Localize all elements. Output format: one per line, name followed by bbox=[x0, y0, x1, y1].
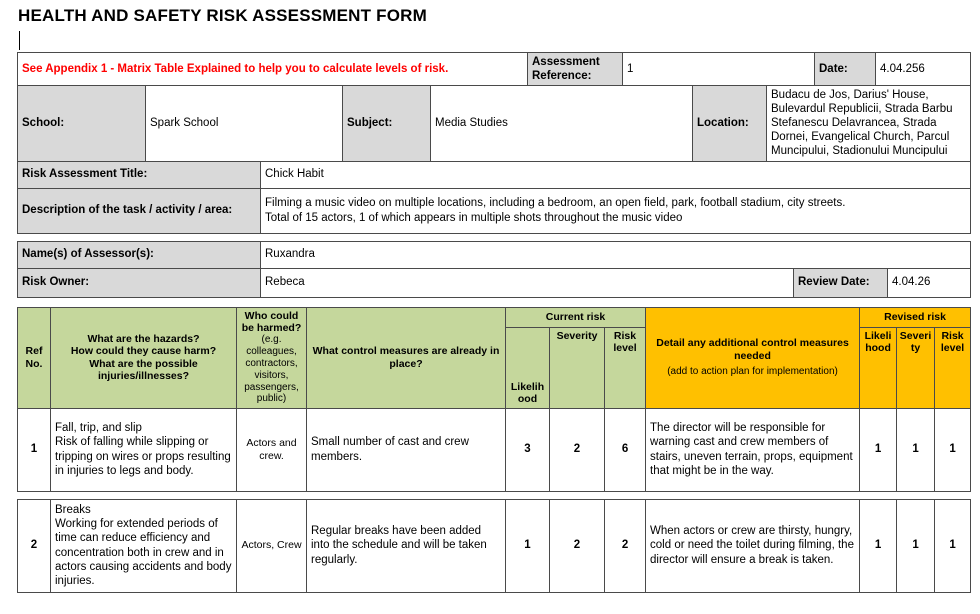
hazards-line-3: What are the possible bbox=[89, 357, 198, 370]
cell-current-risk-level[interactable]: 2 bbox=[605, 499, 646, 592]
cell-revised-likelihood[interactable]: 1 bbox=[860, 499, 897, 592]
assessors-label: Name(s) of Assessor(s): bbox=[18, 241, 261, 268]
risk-title-label: Risk Assessment Title: bbox=[18, 161, 261, 188]
assessment-reference-value[interactable]: 1 bbox=[623, 53, 815, 86]
col-header-hazards bbox=[51, 307, 237, 408]
table-spacer bbox=[18, 233, 971, 241]
subject-value[interactable]: Media Studies bbox=[431, 86, 693, 161]
cell-current-risk-level[interactable]: 6 bbox=[605, 408, 646, 491]
hazards-line-4: injuries/illnesses? bbox=[97, 369, 190, 382]
cell-current-likelihood[interactable]: 1 bbox=[506, 499, 550, 592]
cell-who-harmed[interactable]: Actors, Crew bbox=[237, 499, 307, 592]
cell-revised-risk-level[interactable]: 1 bbox=[935, 499, 971, 592]
cell-current-severity[interactable]: 2 bbox=[550, 408, 605, 491]
cell-revised-risk-level[interactable]: 1 bbox=[935, 408, 971, 491]
risk-title-row bbox=[18, 161, 971, 188]
group-header-row bbox=[18, 307, 971, 327]
subject-label: Subject: bbox=[343, 86, 431, 161]
school-value[interactable]: Spark School bbox=[146, 86, 343, 161]
description-value[interactable] bbox=[261, 188, 971, 233]
header-info-table bbox=[17, 52, 971, 86]
text-cursor-line bbox=[18, 30, 980, 52]
col-header-additional-measures bbox=[646, 307, 860, 408]
appendix-row bbox=[18, 53, 971, 86]
col-header-current-likelihood: Likelih ood bbox=[506, 327, 550, 408]
col-header-control-measures bbox=[307, 307, 506, 408]
cell-revised-likelihood[interactable]: 1 bbox=[860, 408, 897, 491]
col-header-current-severity: Severity bbox=[550, 327, 605, 408]
school-label: School: bbox=[18, 86, 146, 161]
cell-hazards[interactable] bbox=[51, 408, 237, 491]
cell-control-measures[interactable]: Regular breaks have been added into the schedule and will be taken regularly. bbox=[307, 499, 506, 592]
description-line-2: Total of 15 actors, 1 of which appears in multiple shots throughout the music video bbox=[265, 211, 683, 224]
location-label: Location: bbox=[693, 86, 767, 161]
assessors-row bbox=[18, 241, 971, 268]
cell-who-harmed[interactable]: Actors and crew. bbox=[237, 408, 307, 491]
col-header-current-risk-level: Risk level bbox=[605, 327, 646, 408]
appendix-note: See Appendix 1 - Matrix Table Explained to help you to calculate levels of risk. bbox=[18, 53, 528, 86]
cell-ref-no: 2 bbox=[18, 499, 51, 592]
additional-measures-sub: (add to action plan for implementation) bbox=[667, 365, 838, 377]
cell-revised-severity[interactable]: 1 bbox=[897, 499, 935, 592]
col-header-ref-no bbox=[18, 307, 51, 408]
table-row bbox=[18, 499, 971, 592]
description-line-1: Filming a music video on multiple locations, including a bedroom, an open field, park, football stadium, city streets. bbox=[265, 197, 846, 210]
cell-hazards[interactable] bbox=[51, 499, 237, 592]
risk-owner-value[interactable]: Rebeca bbox=[261, 268, 794, 297]
date-label: Date: bbox=[815, 53, 876, 86]
review-date-label: Review Date: bbox=[794, 268, 888, 297]
description-row bbox=[18, 188, 971, 233]
cell-current-likelihood[interactable]: 3 bbox=[506, 408, 550, 491]
current-risk-label: Current risk bbox=[545, 310, 606, 323]
row-spacer bbox=[18, 491, 971, 499]
description-label: Description of the task / activity / area: bbox=[18, 188, 261, 233]
col-header-revised-severity: Severi ty bbox=[897, 327, 935, 408]
school-subject-location-table bbox=[17, 85, 971, 161]
cell-current-severity[interactable]: 2 bbox=[550, 499, 605, 592]
location-value[interactable]: Budacu de Jos, Darius' House, Bulevardul Republicii, Strada Barbu Stefanescu Delavrancea, Strada Dornei, Evangelical Church, Parcul Muncipului, Stadionului Muncipului bbox=[767, 86, 971, 161]
risk-owner-row bbox=[18, 268, 971, 297]
hazard-detail: Working for extended periods of time can reduce efficiency and concentration both in crew and in actors causing accidents and body injuries. bbox=[55, 518, 232, 587]
section-gap bbox=[0, 298, 980, 307]
col-header-revised-risk-level: Risk level bbox=[935, 327, 971, 408]
cell-additional-measures[interactable]: When actors or crew are thirsty, hungry, cold or need the toilet during filming, the director will ensure a break is taken. bbox=[646, 499, 860, 592]
who-harmed-sub: (e.g. colleagues, contractors, visitors, passengers, public) bbox=[244, 334, 299, 405]
hazard-title: Fall, trip, and slip bbox=[55, 422, 142, 435]
table-row bbox=[18, 408, 971, 491]
risk-title-value[interactable]: Chick Habit bbox=[261, 161, 971, 188]
hazards-line-2: How could they cause harm? bbox=[70, 345, 217, 358]
who-harmed-main: Who could be harmed? bbox=[241, 309, 302, 335]
date-value[interactable]: 4.04.256 bbox=[876, 53, 971, 86]
school-subject-location-row bbox=[18, 86, 971, 161]
additional-measures-main: Detail any additional control measures needed bbox=[656, 337, 849, 362]
hazards-line-1: What are the hazards? bbox=[87, 332, 200, 345]
group-header-revised-risk bbox=[860, 307, 971, 327]
hazard-detail: Risk of falling while slipping or tripping on wires or props resulting in injuries to legs and body. bbox=[55, 436, 231, 477]
col-header-revised-likelihood: Likeli hood bbox=[860, 327, 897, 408]
details-table bbox=[17, 161, 971, 298]
control-measures-label: What control measures are already in place? bbox=[312, 345, 500, 370]
hazard-title: Breaks bbox=[55, 504, 91, 517]
review-date-value[interactable]: 4.04.26 bbox=[888, 268, 971, 297]
cell-revised-severity[interactable]: 1 bbox=[897, 408, 935, 491]
cell-control-measures[interactable]: Small number of cast and crew members. bbox=[307, 408, 506, 491]
risk-owner-label: Risk Owner: bbox=[18, 268, 261, 297]
col-header-ref-no-label: Ref No. bbox=[25, 345, 43, 370]
risk-matrix-table bbox=[17, 307, 971, 593]
text-caret bbox=[19, 31, 20, 50]
group-header-current-risk bbox=[506, 307, 646, 327]
page-title: HEALTH AND SAFETY RISK ASSESSMENT FORM bbox=[18, 6, 428, 25]
col-header-who-harmed bbox=[237, 307, 307, 408]
cell-additional-measures[interactable]: The director will be responsible for warning cast and crew members of stairs, uneven terrain, props, equipment that might be in the way. bbox=[646, 408, 860, 491]
cell-ref-no: 1 bbox=[18, 408, 51, 491]
revised-risk-label: Revised risk bbox=[884, 310, 946, 323]
assessors-value[interactable]: Ruxandra bbox=[261, 241, 971, 268]
assessment-reference-label: Assessment Reference: bbox=[528, 53, 623, 86]
